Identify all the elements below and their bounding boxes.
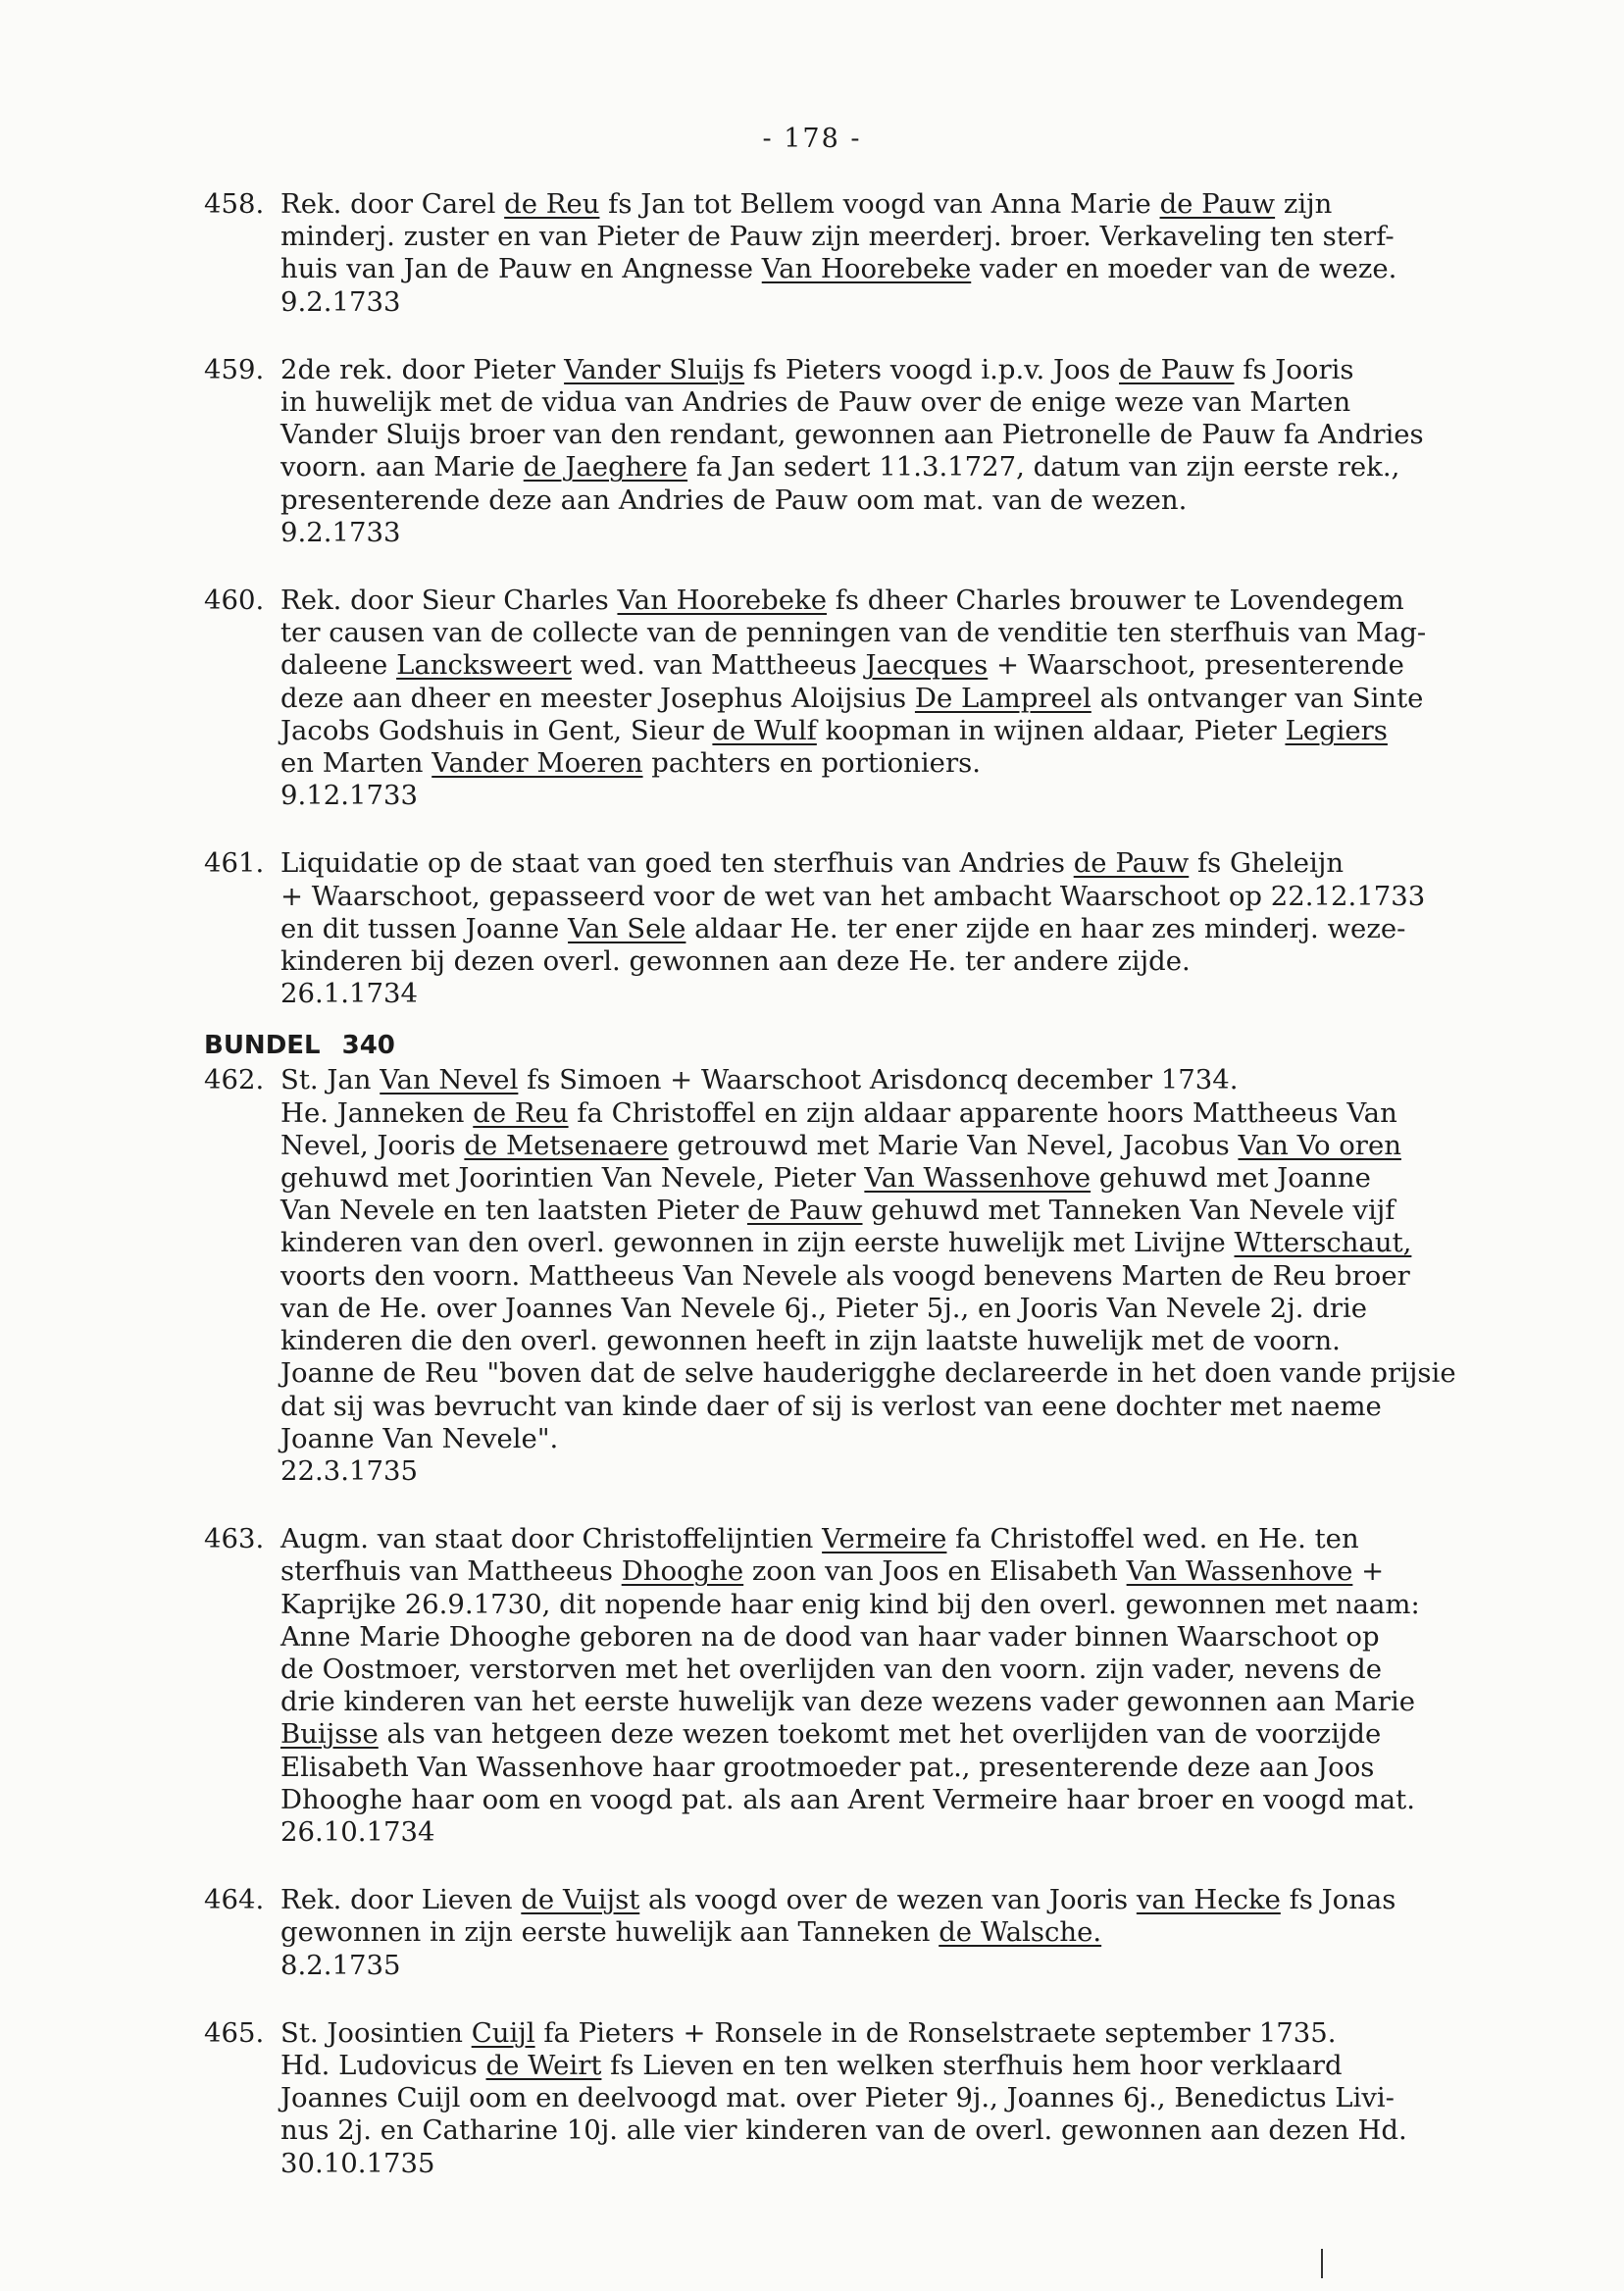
- entry-line: [280, 188, 1577, 221]
- text-segment: Nevel, Jooris: [280, 1129, 465, 1161]
- entry-date: 22.3.1735: [280, 1454, 418, 1487]
- text-segment: Rek. door Lieven: [280, 1884, 522, 1916]
- text-segment: huis van Jan de Pauw en Angnesse: [280, 253, 762, 285]
- text-segment: gehuwd met Joorintien Van Nevele, Pieter: [280, 1162, 865, 1195]
- text-segment: Dhooghe haar oom en voogd pat. als aan Arent Vermeire haar broer en voogd mat.: [280, 1783, 1415, 1815]
- entry-line: [280, 683, 1577, 715]
- text-segment: zijn: [1275, 188, 1333, 220]
- underlined-name: Wtterschaut,: [1234, 1227, 1412, 1259]
- entry-line: [280, 585, 1577, 617]
- entry-line: [280, 1064, 1577, 1096]
- entry-line: [280, 1555, 1577, 1588]
- text-segment: fs dheer Charles brouwer te Lovendegem: [826, 585, 1404, 617]
- entry-line: [280, 419, 1577, 451]
- entry-line: [280, 1130, 1577, 1162]
- text-segment: Rek. door Carel: [280, 188, 505, 220]
- text-segment: kinderen van den overl. gewonnen in zijn eerste huwelijk met Livijne: [280, 1227, 1235, 1259]
- entry-number: 464.: [204, 1884, 265, 1916]
- entry-458: [204, 188, 1577, 319]
- underlined-name: de Reu: [473, 1096, 569, 1129]
- entry-date: 8.2.1735: [280, 1949, 401, 1981]
- underlined-name: de Weirt: [485, 2049, 602, 2081]
- underlined-name: de Jaeghere: [523, 451, 688, 484]
- entry-number: 463.: [204, 1523, 265, 1555]
- entry-line: [280, 221, 1577, 253]
- underlined-name: De Lampreel: [914, 682, 1091, 714]
- text-segment: aldaar He. ter ener zijde en haar zes minderj. weze-: [685, 912, 1406, 944]
- entry-line: [280, 2017, 1577, 2050]
- entry-line: [280, 617, 1577, 649]
- entry-line: [280, 1884, 1577, 1916]
- entry-number: 460.: [204, 585, 265, 617]
- text-segment: nus 2j. en Catharine 10j. alle vier kinderen van de overl. gewonnen aan dezen Hd.: [280, 2114, 1407, 2147]
- text-segment: + Waarschoot, presenterende: [988, 649, 1404, 682]
- entry-number: 461.: [204, 847, 265, 880]
- text-segment: vader en moeder van de weze.: [971, 253, 1397, 285]
- text-segment: in huwelijk met de vidua van Andries de Pauw over de enige weze van Marten: [280, 386, 1351, 419]
- text-segment: fa Jan sedert 11.3.1727, datum van zijn eerste rek.,: [687, 451, 1400, 484]
- entry-line: [280, 253, 1577, 285]
- underlined-name: Van Hoorebeke: [761, 253, 972, 285]
- text-segment: fs Jooris: [1234, 353, 1354, 385]
- underlined-name: de Wulf: [712, 714, 817, 746]
- entry-line: [280, 2114, 1577, 2147]
- entry-line: [280, 386, 1577, 419]
- underlined-name: Vermeire: [822, 1523, 947, 1555]
- text-segment: fs Lieven en ten welken sterfhuis hem hoor verklaard: [601, 2049, 1343, 2081]
- text-segment: Kaprijke 26.9.1730, dit nopende haar enig kind bij den overl. gewonnen met naam:: [280, 1588, 1420, 1620]
- underlined-name: de Vuijst: [521, 1884, 640, 1916]
- entry-line: [280, 649, 1577, 682]
- entry-464: [204, 1884, 1577, 1982]
- entry-line: [280, 1654, 1577, 1686]
- underlined-name: Van Wassenhove: [1126, 1555, 1353, 1588]
- entry-line: [280, 1325, 1577, 1357]
- text-segment: Anne Marie Dhooghe geboren na de dood van haar vader binnen Waarschoot op: [280, 1620, 1380, 1653]
- text-segment: kinderen bij dezen overl. gewonnen aan deze He. ter andere zijde.: [280, 945, 1191, 978]
- underlined-name: de Walsche.: [939, 1916, 1102, 1949]
- text-segment: gehuwd met Tanneken Van Nevele vijf: [862, 1195, 1396, 1227]
- underlined-name: Vander Sluijs: [564, 353, 745, 385]
- underlined-name: Jaecques: [865, 649, 989, 682]
- text-segment: Joannes Cuijl oom en deelvoogd mat. over Pieter 9j., Joannes 6j., Benedictus Livi-: [280, 2082, 1395, 2114]
- underlined-name: Van Hoorebeke: [617, 585, 827, 617]
- text-segment: deze aan dheer en meester Josephus Aloijsius: [280, 682, 915, 714]
- underlined-name: de Pauw: [746, 1195, 863, 1227]
- entry-460: [204, 585, 1577, 812]
- underlined-name: de Pauw: [1159, 188, 1276, 220]
- underlined-name: van Hecke: [1136, 1884, 1281, 1916]
- entry-461: [204, 847, 1577, 1010]
- text-segment: de Oostmoer, verstorven met het overlijden van den voorn. zijn vader, nevens de: [280, 1653, 1382, 1685]
- text-segment: voorn. aan Marie: [280, 451, 524, 484]
- text-segment: pachters en portioniers.: [642, 747, 981, 780]
- bundle-heading: [204, 1030, 1624, 1062]
- text-segment: als ontvanger van Sinte: [1091, 682, 1424, 714]
- entry-line: [280, 1260, 1577, 1293]
- underlined-name: Cuijl: [471, 2016, 535, 2049]
- entry-line: [280, 1391, 1577, 1423]
- text-segment: presenterende deze aan Andries de Pauw oom mat. van de wezen.: [280, 484, 1188, 516]
- entry-line: [280, 1162, 1577, 1195]
- entry-line: [280, 1423, 1577, 1455]
- entry-date: 30.10.1735: [280, 2147, 435, 2179]
- text-segment: zoon van Joos en Elisabeth: [743, 1555, 1127, 1588]
- entry-line: [280, 451, 1577, 484]
- text-segment: fs Pieters voogd i.p.v. Joos: [744, 353, 1119, 385]
- text-segment: minderj. zuster en van Pieter de Pauw zijn meerderj. broer. Verkaveling ten sterf-: [280, 221, 1395, 253]
- entry-line: [280, 913, 1577, 945]
- underlined-name: Buijsse: [280, 1718, 379, 1751]
- entry-number: 459.: [204, 353, 265, 385]
- underlined-name: Lancksweert: [396, 649, 572, 682]
- entry-line: [280, 1357, 1577, 1390]
- entry-number: 465.: [204, 2016, 265, 2049]
- entry-line: [280, 945, 1577, 978]
- text-segment: + Waarschoot, gepasseerd voor de wet van het ambacht Waarschoot op 22.12.1733: [280, 880, 1426, 912]
- text-segment: fa Pieters + Ronsele in de Ronselstraete september 1735.: [534, 2016, 1337, 2049]
- text-segment: als voogd over de wezen van Jooris: [639, 1884, 1137, 1916]
- text-segment: getrouwd met Marie Van Nevel, Jacobus: [668, 1129, 1239, 1161]
- entry-line: [280, 1784, 1577, 1816]
- text-segment: fs Jonas: [1280, 1884, 1396, 1916]
- entry-462: [204, 1064, 1577, 1488]
- entry-line: [280, 1195, 1577, 1227]
- text-segment: fa Christoffel wed. en He. ten: [946, 1523, 1359, 1555]
- text-segment: Elisabeth Van Wassenhove haar grootmoeder pat., presenterende deze aan Joos: [280, 1751, 1375, 1783]
- underlined-name: de Pauw: [1073, 847, 1190, 880]
- entry-date: 9.12.1733: [280, 780, 418, 812]
- text-segment: koopman in wijnen aldaar, Pieter: [816, 714, 1286, 746]
- text-segment: sterfhuis van Mattheeus: [280, 1555, 622, 1588]
- entry-line: [280, 1718, 1577, 1751]
- text-segment: Joanne Van Nevele".: [280, 1422, 559, 1454]
- text-segment: Jacobs Godshuis in Gent, Sieur: [280, 714, 713, 746]
- entry-line: [280, 715, 1577, 747]
- text-segment: ter causen van de collecte van de penningen van de venditie ten sterfhuis van Mag-: [280, 617, 1427, 649]
- entry-line: [280, 354, 1577, 386]
- text-segment: +: [1352, 1555, 1385, 1588]
- underlined-name: de Pauw: [1118, 353, 1235, 385]
- underlined-name: Vander Moeren: [431, 747, 643, 780]
- entry-line: [280, 1227, 1577, 1259]
- entry-number: 458.: [204, 188, 265, 220]
- page-number: - 178 -: [762, 124, 862, 154]
- entry-line: [280, 1523, 1577, 1555]
- underlined-name: de Metsenaere: [464, 1129, 669, 1161]
- entries-list: [0, 188, 1624, 2215]
- text-segment: He. Janneken: [280, 1096, 474, 1129]
- entry-date: 9.2.1733: [280, 285, 401, 318]
- entry-line: [280, 2050, 1577, 2082]
- underlined-name: Van Sele: [568, 912, 686, 944]
- entry-date: 26.1.1734: [280, 978, 418, 1010]
- entry-line: [280, 1621, 1577, 1654]
- text-segment: en dit tussen Joanne: [280, 912, 569, 944]
- margin-mark: [1321, 2249, 1323, 2278]
- entry-line: [280, 847, 1577, 880]
- entry-line: [280, 1293, 1577, 1325]
- text-segment: Rek. door Sieur Charles: [280, 585, 618, 617]
- text-segment: van de He. over Joannes Van Nevele 6j., Pieter 5j., en Jooris Van Nevele 2j. drie: [280, 1292, 1368, 1324]
- entry-line: [280, 1916, 1577, 1949]
- entry-line: [280, 1589, 1577, 1621]
- entry-line: [280, 1686, 1577, 1718]
- entry-date: 26.10.1734: [280, 1815, 435, 1848]
- text-segment: fa Christoffel en zijn aldaar apparente hoors Mattheeus Van: [568, 1096, 1397, 1129]
- text-segment: Hd. Ludovicus: [280, 2049, 486, 2081]
- text-segment: 2de rek. door Pieter: [280, 353, 565, 385]
- entry-line: [280, 747, 1577, 780]
- text-segment: gewonnen in zijn eerste huwelijk aan Tanneken: [280, 1916, 939, 1949]
- entry-number: 462.: [204, 1064, 265, 1096]
- text-segment: gehuwd met Joanne: [1091, 1162, 1371, 1195]
- entry-date: 9.2.1733: [280, 516, 401, 548]
- text-segment: kinderen die den overl. gewonnen heeft in zijn laatste huwelijk met de voorn.: [280, 1325, 1341, 1357]
- underlined-name: Van Wassenhove: [864, 1162, 1091, 1195]
- text-segment: Van Nevele en ten laatsten Pieter: [280, 1195, 747, 1227]
- text-segment: Vander Sluijs broer van den rendant, gewonnen aan Pietronelle de Pauw fa Andries: [280, 419, 1424, 451]
- entry-459: [204, 354, 1577, 549]
- text-segment: Joanne de Reu "boven dat de selve hauderigghe declareerde in het doen vande prijsie: [280, 1357, 1456, 1390]
- entry-line: [280, 484, 1577, 517]
- entry-line: [280, 1752, 1577, 1784]
- text-segment: Liquidatie op de staat van goed ten sterfhuis van Andries: [280, 847, 1074, 880]
- entry-line: [280, 1097, 1577, 1130]
- text-segment: St. Joosintien: [280, 2016, 472, 2049]
- text-segment: fs Simoen + Waarschoot Arisdoncq december 1734.: [518, 1064, 1239, 1096]
- underlined-name: Legiers: [1285, 714, 1388, 746]
- underlined-name: Van Vo oren: [1238, 1129, 1401, 1161]
- underlined-name: de Reu: [504, 188, 600, 220]
- text-segment: Augm. van staat door Christoffelijntien: [280, 1523, 823, 1555]
- underlined-name: Dhooghe: [621, 1555, 744, 1588]
- underlined-name: Van Nevel: [380, 1064, 519, 1096]
- entry-line: [280, 881, 1577, 913]
- entry-465: [204, 2017, 1577, 2180]
- entry-line: [280, 2082, 1577, 2114]
- text-segment: fs Jan tot Bellem voogd van Anna Marie: [599, 188, 1160, 220]
- text-segment: drie kinderen van het eerste huwelijk van deze wezens vader gewonnen aan Marie: [280, 1686, 1416, 1718]
- bundle-label: BUNDEL: [204, 1031, 321, 1061]
- text-segment: dat sij was bevrucht van kinde daer of sij is verlost van eene dochter met naeme: [280, 1390, 1382, 1422]
- text-segment: fs Gheleijn: [1189, 847, 1345, 880]
- text-segment: en Marten: [280, 747, 432, 780]
- text-segment: daleene: [280, 649, 397, 682]
- text-segment: wed. van Mattheeus: [571, 649, 866, 682]
- text-segment: St. Jan: [280, 1064, 381, 1096]
- text-segment: voorts den voorn. Mattheeus Van Nevele als voogd benevens Marten de Reu broer: [280, 1259, 1410, 1292]
- entry-463: [204, 1523, 1577, 1849]
- text-segment: als van hetgeen deze wezen toekomt met het overlijden van de voorzijde: [378, 1718, 1382, 1751]
- bundle-number: 340: [341, 1031, 395, 1061]
